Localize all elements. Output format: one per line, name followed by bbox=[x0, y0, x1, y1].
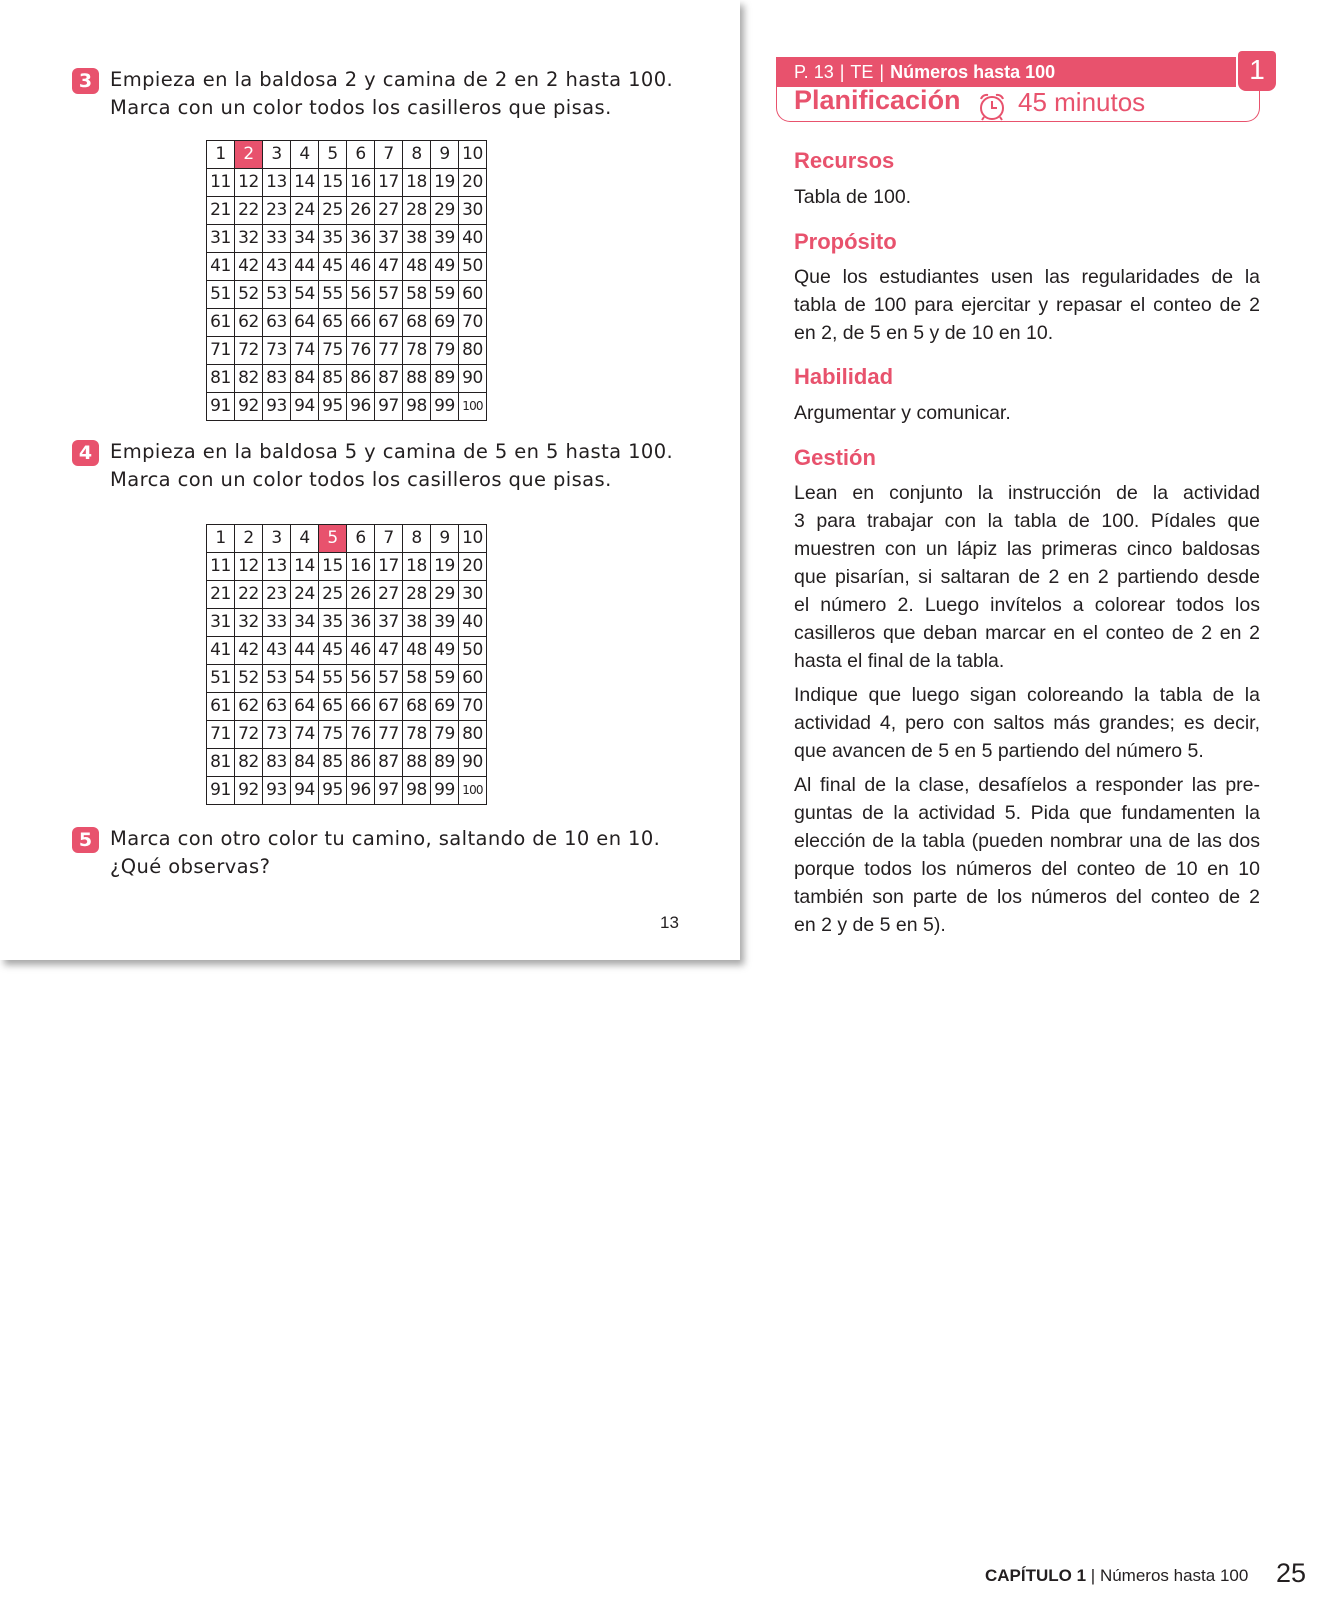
hundred-chart-cell[interactable]: 55 bbox=[319, 281, 347, 309]
hundred-chart-cell[interactable]: 32 bbox=[235, 609, 263, 637]
hundred-chart-cell[interactable]: 11 bbox=[207, 169, 235, 197]
hundred-chart-cell[interactable]: 4 bbox=[291, 141, 319, 169]
hundred-chart-cell[interactable]: 82 bbox=[235, 365, 263, 393]
activity-3 bbox=[72, 66, 692, 122]
hundred-chart-cell[interactable]: 54 bbox=[291, 665, 319, 693]
hundred-chart-cell[interactable]: 65 bbox=[319, 309, 347, 337]
activity-instruction bbox=[110, 66, 692, 122]
text-line: Al final de la clase, desafíelos a responder las pre- bbox=[794, 774, 1260, 796]
section-title-recursos: Recursos bbox=[794, 148, 895, 173]
hundred-chart-cell[interactable]: 63 bbox=[263, 309, 291, 337]
hundred-chart-cell[interactable]: 87 bbox=[375, 749, 403, 777]
habilidad-text bbox=[794, 399, 1260, 427]
hundred-chart-cell[interactable]: 99 bbox=[431, 777, 459, 805]
hundred-chart-cell[interactable]: 91 bbox=[207, 393, 235, 421]
hundred-chart-cell[interactable]: 2 bbox=[235, 141, 263, 169]
hundred-chart-cell[interactable]: 81 bbox=[207, 749, 235, 777]
hundred-chart-cell[interactable]: 12 bbox=[235, 169, 263, 197]
hundred-chart-cell[interactable]: 72 bbox=[235, 337, 263, 365]
hundred-chart-cell[interactable]: 66 bbox=[347, 309, 375, 337]
hundred-chart-cell[interactable]: 17 bbox=[375, 553, 403, 581]
hundred-chart-cell[interactable]: 86 bbox=[347, 749, 375, 777]
hundred-chart-cell[interactable]: 77 bbox=[375, 721, 403, 749]
hundred-chart-cell[interactable]: 49 bbox=[431, 637, 459, 665]
hundred-chart-cell[interactable]: 23 bbox=[263, 197, 291, 225]
hundred-chart-cell[interactable]: 45 bbox=[319, 637, 347, 665]
planning-time: 45 minutos bbox=[1018, 87, 1146, 117]
guide-topic: Números hasta 100 bbox=[890, 62, 1056, 82]
hundred-chart-cell[interactable]: 39 bbox=[431, 225, 459, 253]
student-page bbox=[0, 0, 740, 960]
hundred-chart-cell[interactable]: 18 bbox=[403, 553, 431, 581]
hundred-chart-cell[interactable]: 42 bbox=[235, 637, 263, 665]
hundred-chart-cell[interactable]: 7 bbox=[375, 525, 403, 553]
hundred-chart-cell[interactable]: 1 bbox=[207, 141, 235, 169]
hundred-chart-cell[interactable]: 90 bbox=[459, 749, 487, 777]
hundred-chart-cell[interactable]: 71 bbox=[207, 337, 235, 365]
hundred-chart-cell[interactable]: 55 bbox=[319, 665, 347, 693]
hundred-chart-cell[interactable]: 68 bbox=[403, 693, 431, 721]
hundred-chart-cell[interactable]: 100 bbox=[459, 777, 487, 805]
hundred-chart-cell[interactable]: 59 bbox=[431, 281, 459, 309]
hundred-chart-cell[interactable]: 29 bbox=[431, 581, 459, 609]
text-line: que avancen de 5 en 5 partiendo del número 5. bbox=[794, 740, 1204, 762]
hundred-chart-cell[interactable]: 68 bbox=[403, 309, 431, 337]
text-line: Que los estudiantes usen las regularidades de la bbox=[794, 266, 1260, 288]
hundred-chart-cell[interactable]: 37 bbox=[375, 609, 403, 637]
hundred-chart-cell[interactable]: 16 bbox=[347, 169, 375, 197]
hundred-chart-cell[interactable]: 38 bbox=[403, 225, 431, 253]
hundred-chart-cell[interactable]: 4 bbox=[291, 525, 319, 553]
hundred-chart-cell[interactable]: 84 bbox=[291, 749, 319, 777]
hundred-chart-cell[interactable]: 9 bbox=[431, 525, 459, 553]
hundred-chart-cell[interactable]: 78 bbox=[403, 337, 431, 365]
hundred-chart-cell[interactable]: 41 bbox=[207, 637, 235, 665]
instruction-line: Marca con un color todos los casilleros que pisas. bbox=[110, 468, 612, 491]
hundred-chart-cell[interactable]: 41 bbox=[207, 253, 235, 281]
hundred-chart-cell[interactable]: 22 bbox=[235, 197, 263, 225]
hundred-chart-cell[interactable]: 77 bbox=[375, 337, 403, 365]
hundred-chart-cell[interactable]: 21 bbox=[207, 581, 235, 609]
hundred-chart-cell[interactable]: 61 bbox=[207, 693, 235, 721]
hundred-chart-cell[interactable]: 57 bbox=[375, 665, 403, 693]
hundred-chart-cell[interactable]: 50 bbox=[459, 637, 487, 665]
hundred-chart-cell[interactable]: 34 bbox=[291, 609, 319, 637]
hundred-chart-cell[interactable]: 74 bbox=[291, 337, 319, 365]
hundred-chart-cell[interactable]: 10 bbox=[459, 525, 487, 553]
hundred-chart-cell[interactable]: 75 bbox=[319, 337, 347, 365]
hundred-chart-cell[interactable]: 88 bbox=[403, 365, 431, 393]
hundred-chart-cell[interactable]: 25 bbox=[319, 197, 347, 225]
hundred-chart-cell[interactable]: 36 bbox=[347, 225, 375, 253]
hundred-chart-cell[interactable]: 6 bbox=[347, 141, 375, 169]
hundred-chart-cell[interactable]: 69 bbox=[431, 693, 459, 721]
hundred-chart-cell[interactable]: 19 bbox=[431, 169, 459, 197]
hundred-chart-cell[interactable]: 92 bbox=[235, 777, 263, 805]
hundred-chart-cell[interactable]: 76 bbox=[347, 337, 375, 365]
section-title-gestion: Gestión bbox=[794, 445, 876, 470]
hundred-chart-cell[interactable]: 48 bbox=[403, 637, 431, 665]
hundred-chart-cell[interactable]: 40 bbox=[459, 225, 487, 253]
hundred-chart-cell[interactable]: 17 bbox=[375, 169, 403, 197]
text-line: guntas de la actividad 5. Pida que fundamenten la bbox=[794, 802, 1260, 824]
hundred-chart-cell[interactable]: 22 bbox=[235, 581, 263, 609]
hundred-chart-cell[interactable]: 13 bbox=[263, 169, 291, 197]
hundred-chart-cell[interactable]: 28 bbox=[403, 581, 431, 609]
hundred-chart-cell[interactable]: 99 bbox=[431, 393, 459, 421]
hundred-chart-cell[interactable]: 32 bbox=[235, 225, 263, 253]
hundred-chart-cell[interactable]: 37 bbox=[375, 225, 403, 253]
hundred-chart-cell[interactable]: 52 bbox=[235, 281, 263, 309]
hundred-chart-cell[interactable]: 98 bbox=[403, 777, 431, 805]
activity-number-badge: 3 bbox=[72, 68, 99, 94]
hundred-chart-cell[interactable]: 28 bbox=[403, 197, 431, 225]
planning-title: Planificación bbox=[794, 85, 961, 115]
hundred-chart-cell[interactable]: 57 bbox=[375, 281, 403, 309]
chapter-tab: 1 bbox=[1238, 51, 1276, 91]
hundred-chart-cell[interactable]: 86 bbox=[347, 365, 375, 393]
hundred-chart-cell[interactable]: 62 bbox=[235, 309, 263, 337]
hundred-chart-cell[interactable]: 26 bbox=[347, 197, 375, 225]
hundred-chart-cell[interactable]: 90 bbox=[459, 365, 487, 393]
hundred-chart-cell[interactable]: 53 bbox=[263, 281, 291, 309]
hundred-chart-cell[interactable]: 46 bbox=[347, 253, 375, 281]
hundred-chart-cell[interactable]: 15 bbox=[319, 553, 347, 581]
text-line: en 2 y de 5 en 5). bbox=[794, 914, 946, 936]
activity-number-badge: 4 bbox=[72, 440, 99, 466]
hundred-chart-cell[interactable]: 87 bbox=[375, 365, 403, 393]
text-line: elección de la tabla (pueden nombrar una de las dos bbox=[794, 830, 1260, 852]
hundred-chart-cell[interactable]: 9 bbox=[431, 141, 459, 169]
gestion-paragraph-3 bbox=[794, 771, 1260, 939]
hundred-chart-cell[interactable]: 27 bbox=[375, 581, 403, 609]
hundred-chart-cell[interactable]: 96 bbox=[347, 393, 375, 421]
hundred-chart-cell[interactable]: 60 bbox=[459, 281, 487, 309]
text-line: Argumentar y comunicar. bbox=[794, 402, 1011, 424]
hundred-chart-cell[interactable]: 16 bbox=[347, 553, 375, 581]
gestion-paragraph-2 bbox=[794, 681, 1260, 765]
text-line: en 2, de 5 en 5 y de 10 en 10. bbox=[794, 322, 1054, 344]
hundred-chart-cell[interactable]: 62 bbox=[235, 693, 263, 721]
hundred-chart-cell[interactable]: 67 bbox=[375, 693, 403, 721]
hundred-chart-cell[interactable]: 100 bbox=[459, 393, 487, 421]
hundred-chart-cell[interactable]: 83 bbox=[263, 365, 291, 393]
footer-topic: Números hasta 100 bbox=[1099, 1566, 1249, 1585]
hundred-chart-cell[interactable]: 24 bbox=[291, 197, 319, 225]
instruction-line: Marca con otro color tu camino, saltando de 10 en 10. bbox=[110, 827, 661, 850]
hundred-chart-cell[interactable]: 5 bbox=[319, 525, 347, 553]
hundred-chart-cell[interactable]: 29 bbox=[431, 197, 459, 225]
hundred-chart-cell[interactable]: 20 bbox=[459, 553, 487, 581]
hundred-chart-cell[interactable]: 93 bbox=[263, 777, 291, 805]
hundred-chart-cell[interactable]: 66 bbox=[347, 693, 375, 721]
hundred-chart-cell[interactable]: 33 bbox=[263, 609, 291, 637]
hundred-chart-cell[interactable]: 89 bbox=[431, 749, 459, 777]
hundred-chart-cell[interactable]: 49 bbox=[431, 253, 459, 281]
hundred-chart-cell[interactable]: 73 bbox=[263, 721, 291, 749]
section-title-habilidad: Habilidad bbox=[794, 364, 894, 389]
student-page-number: 13 bbox=[660, 913, 679, 932]
text-line: que pisarían, si saltaran de 2 en 2 partiendo desde bbox=[794, 566, 1260, 588]
footer-separator: | bbox=[1090, 1566, 1096, 1585]
hundred-chart-cell[interactable]: 93 bbox=[263, 393, 291, 421]
hundred-chart-cell[interactable]: 70 bbox=[459, 309, 487, 337]
hundred-chart-cell[interactable]: 85 bbox=[319, 749, 347, 777]
hundred-chart-cell[interactable]: 31 bbox=[207, 225, 235, 253]
text-line: el número 2. Luego invítelos a colorear todos los bbox=[794, 594, 1260, 616]
hundred-chart-cell[interactable]: 78 bbox=[403, 721, 431, 749]
hundred-chart-cell[interactable]: 51 bbox=[207, 665, 235, 693]
hundred-chart-cell[interactable]: 15 bbox=[319, 169, 347, 197]
hundred-chart-cell[interactable]: 76 bbox=[347, 721, 375, 749]
hundred-chart-cell[interactable]: 3 bbox=[263, 141, 291, 169]
hundred-chart-cell[interactable]: 43 bbox=[263, 253, 291, 281]
guide-page-number: 25 bbox=[1276, 1558, 1307, 1588]
hundred-chart-cell[interactable]: 94 bbox=[291, 777, 319, 805]
hundred-chart-cell[interactable]: 35 bbox=[319, 225, 347, 253]
hundred-chart-cell[interactable]: 67 bbox=[375, 309, 403, 337]
hundred-chart-cell[interactable]: 79 bbox=[431, 721, 459, 749]
text-line: porque todos los números del conteo de 10 en 10 bbox=[794, 858, 1260, 880]
text-line: hasta el final de la tabla. bbox=[794, 650, 1005, 672]
activity-5 bbox=[72, 825, 692, 881]
hundred-chart-cell[interactable]: 96 bbox=[347, 777, 375, 805]
alarm-clock-icon bbox=[976, 92, 1008, 122]
hundred-chart-cell[interactable]: 69 bbox=[431, 309, 459, 337]
activity-instruction bbox=[110, 438, 692, 494]
hundred-chart-cell[interactable]: 18 bbox=[403, 169, 431, 197]
guide-header-bar: P. 13 | TE | Números hasta 100 bbox=[776, 57, 1236, 87]
text-line: Tabla de 100. bbox=[794, 186, 912, 208]
hundred-chart-cell[interactable]: 56 bbox=[347, 281, 375, 309]
hundred-chart-cell[interactable]: 47 bbox=[375, 253, 403, 281]
recursos-text bbox=[794, 183, 1260, 211]
text-line: tabla de 100 para ejercitar y repasar el conteo de 2 bbox=[794, 294, 1260, 316]
hundred-chart-cell[interactable]: 23 bbox=[263, 581, 291, 609]
hundred-chart-cell[interactable]: 1 bbox=[207, 525, 235, 553]
text-line: Indique que luego sigan coloreando la tabla de la bbox=[794, 684, 1260, 706]
hundred-chart-cell[interactable]: 63 bbox=[263, 693, 291, 721]
hundred-chart-cell[interactable]: 25 bbox=[319, 581, 347, 609]
hundred-chart-cell[interactable]: 36 bbox=[347, 609, 375, 637]
hundred-chart-cell[interactable]: 60 bbox=[459, 665, 487, 693]
hundred-chart-cell[interactable]: 75 bbox=[319, 721, 347, 749]
text-line: 3 para trabajar con la tabla de 100. Pídales que bbox=[794, 510, 1260, 532]
hundred-chart-cell[interactable]: 30 bbox=[459, 581, 487, 609]
hundred-chart-activity-4[interactable] bbox=[206, 524, 487, 805]
hundred-chart-cell[interactable]: 65 bbox=[319, 693, 347, 721]
hundred-chart-cell[interactable]: 84 bbox=[291, 365, 319, 393]
hundred-chart-cell[interactable]: 43 bbox=[263, 637, 291, 665]
gestion-paragraph-1 bbox=[794, 479, 1260, 675]
hundred-chart-cell[interactable]: 24 bbox=[291, 581, 319, 609]
hundred-chart-cell[interactable]: 42 bbox=[235, 253, 263, 281]
hundred-chart-cell[interactable]: 89 bbox=[431, 365, 459, 393]
hundred-chart-cell[interactable]: 34 bbox=[291, 225, 319, 253]
hundred-chart-cell[interactable]: 7 bbox=[375, 141, 403, 169]
hundred-chart-cell[interactable]: 80 bbox=[459, 721, 487, 749]
hundred-chart-cell[interactable]: 74 bbox=[291, 721, 319, 749]
hundred-chart-cell[interactable]: 64 bbox=[291, 309, 319, 337]
hundred-chart-cell[interactable]: 81 bbox=[207, 365, 235, 393]
hundred-chart-cell[interactable]: 92 bbox=[235, 393, 263, 421]
hundred-chart-cell[interactable]: 80 bbox=[459, 337, 487, 365]
text-line: casilleros que deban marcar en el conteo de 2 en 2 bbox=[794, 622, 1260, 644]
hundred-chart-cell[interactable]: 83 bbox=[263, 749, 291, 777]
hundred-chart-cell[interactable]: 2 bbox=[235, 525, 263, 553]
section-title-proposito: Propósito bbox=[794, 229, 897, 254]
hundred-chart-cell[interactable]: 30 bbox=[459, 197, 487, 225]
text-line: Lean en conjunto la instrucción de la actividad bbox=[794, 482, 1260, 504]
hundred-chart-cell[interactable]: 45 bbox=[319, 253, 347, 281]
hundred-chart-cell[interactable]: 54 bbox=[291, 281, 319, 309]
page-reference: P. 13 bbox=[794, 62, 834, 82]
hundred-chart-cell[interactable]: 71 bbox=[207, 721, 235, 749]
hundred-chart-cell[interactable]: 14 bbox=[291, 553, 319, 581]
footer-chapter bbox=[985, 1566, 1248, 1586]
hundred-chart-cell[interactable]: 88 bbox=[403, 749, 431, 777]
instruction-line: Marca con un color todos los casilleros que pisas. bbox=[110, 96, 612, 119]
activity-4 bbox=[72, 438, 692, 494]
hundred-chart-cell[interactable]: 33 bbox=[263, 225, 291, 253]
text-line: muestren con un lápiz las primeras cinco baldosas bbox=[794, 538, 1260, 560]
hundred-chart-cell[interactable]: 51 bbox=[207, 281, 235, 309]
guide-type: TE bbox=[850, 62, 874, 82]
hundred-chart-cell[interactable]: 27 bbox=[375, 197, 403, 225]
hundred-chart-cell[interactable]: 46 bbox=[347, 637, 375, 665]
hundred-chart-cell[interactable]: 97 bbox=[375, 777, 403, 805]
proposito-text bbox=[794, 263, 1260, 347]
hundred-chart-cell[interactable]: 85 bbox=[319, 365, 347, 393]
hundred-chart-cell[interactable]: 58 bbox=[403, 281, 431, 309]
hundred-chart-cell[interactable]: 11 bbox=[207, 553, 235, 581]
hundred-chart-cell[interactable]: 70 bbox=[459, 693, 487, 721]
text-line: también son parte de los números del conteo de 2 bbox=[794, 886, 1260, 908]
instruction-line: Empieza en la baldosa 2 y camina de 2 en 2 hasta 100. bbox=[110, 68, 674, 91]
hundred-chart-cell[interactable]: 12 bbox=[235, 553, 263, 581]
hundred-chart-cell[interactable]: 91 bbox=[207, 777, 235, 805]
hundred-chart-cell[interactable]: 56 bbox=[347, 665, 375, 693]
hundred-chart-cell[interactable]: 79 bbox=[431, 337, 459, 365]
activity-instruction bbox=[110, 825, 692, 881]
hundred-chart-cell[interactable]: 52 bbox=[235, 665, 263, 693]
hundred-chart-cell[interactable]: 3 bbox=[263, 525, 291, 553]
hundred-chart-cell[interactable]: 72 bbox=[235, 721, 263, 749]
hundred-chart-cell[interactable]: 5 bbox=[319, 141, 347, 169]
hundred-chart-cell[interactable]: 61 bbox=[207, 309, 235, 337]
hundred-chart-cell[interactable]: 8 bbox=[403, 525, 431, 553]
hundred-chart-cell[interactable]: 26 bbox=[347, 581, 375, 609]
hundred-chart-cell[interactable]: 44 bbox=[291, 637, 319, 665]
instruction-line: Empieza en la baldosa 5 y camina de 5 en 5 hasta 100. bbox=[110, 440, 674, 463]
instruction-line: ¿Qué observas? bbox=[110, 855, 271, 878]
hundred-chart-cell[interactable]: 82 bbox=[235, 749, 263, 777]
hundred-chart-cell[interactable]: 58 bbox=[403, 665, 431, 693]
hundred-chart-cell[interactable]: 19 bbox=[431, 553, 459, 581]
hundred-chart-activity-3[interactable] bbox=[206, 140, 487, 421]
hundred-chart-cell[interactable]: 53 bbox=[263, 665, 291, 693]
footer-chapter-label: CAPÍTULO 1 bbox=[985, 1566, 1087, 1585]
hundred-chart-cell[interactable]: 10 bbox=[459, 141, 487, 169]
hundred-chart-cell[interactable]: 59 bbox=[431, 665, 459, 693]
hundred-chart-cell[interactable]: 44 bbox=[291, 253, 319, 281]
hundred-chart-cell[interactable]: 98 bbox=[403, 393, 431, 421]
hundred-chart-cell[interactable]: 35 bbox=[319, 609, 347, 637]
hundred-chart-cell[interactable]: 47 bbox=[375, 637, 403, 665]
hundred-chart-cell[interactable]: 13 bbox=[263, 553, 291, 581]
activity-number-badge: 5 bbox=[72, 827, 99, 853]
hundred-chart-cell[interactable]: 73 bbox=[263, 337, 291, 365]
text-line: actividad 4, pero con saltos más grandes; es decir, bbox=[794, 712, 1260, 734]
hundred-chart-cell[interactable]: 50 bbox=[459, 253, 487, 281]
hundred-chart-cell[interactable]: 39 bbox=[431, 609, 459, 637]
hundred-chart-cell[interactable]: 95 bbox=[319, 777, 347, 805]
hundred-chart-cell[interactable]: 38 bbox=[403, 609, 431, 637]
hundred-chart-cell[interactable]: 64 bbox=[291, 693, 319, 721]
hundred-chart-cell[interactable]: 20 bbox=[459, 169, 487, 197]
hundred-chart-cell[interactable]: 8 bbox=[403, 141, 431, 169]
hundred-chart-cell[interactable]: 97 bbox=[375, 393, 403, 421]
hundred-chart-cell[interactable]: 21 bbox=[207, 197, 235, 225]
hundred-chart-cell[interactable]: 48 bbox=[403, 253, 431, 281]
hundred-chart-cell[interactable]: 6 bbox=[347, 525, 375, 553]
hundred-chart-cell[interactable]: 95 bbox=[319, 393, 347, 421]
hundred-chart-cell[interactable]: 94 bbox=[291, 393, 319, 421]
hundred-chart-cell[interactable]: 40 bbox=[459, 609, 487, 637]
hundred-chart-cell[interactable]: 31 bbox=[207, 609, 235, 637]
hundred-chart-cell[interactable]: 14 bbox=[291, 169, 319, 197]
